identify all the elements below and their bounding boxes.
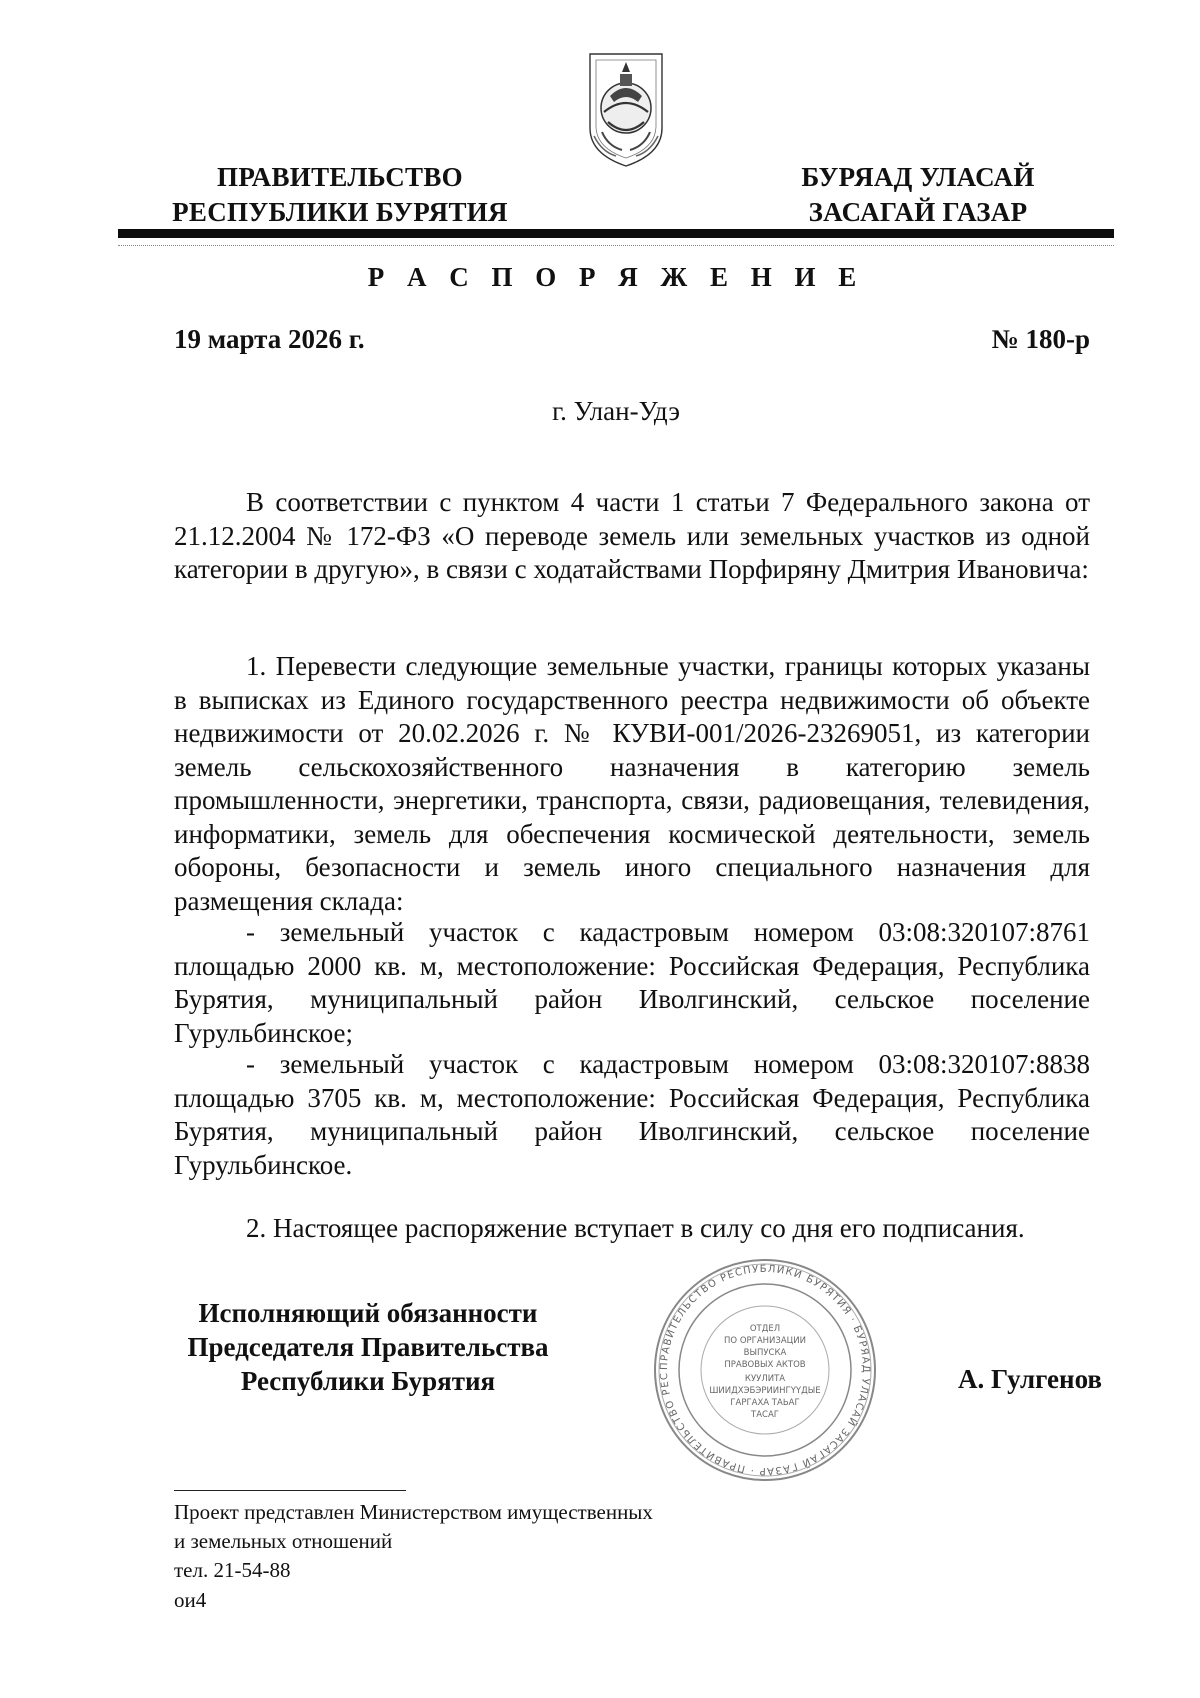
government-name-buryat — [768, 160, 1068, 230]
svg-text:ШИИДХЭБЭРИИНГҮҮДЫЕ: ШИИДХЭБЭРИИНГҮҮДЫЕ — [709, 1386, 821, 1396]
signatory-title-line2: Председателя Правительства — [187, 1332, 549, 1362]
svg-text:ОТДЕЛ: ОТДЕЛ — [749, 1324, 781, 1334]
signatory-title-line1: Исполняющий обязанности — [198, 1298, 538, 1328]
signatory-title-line3: Республики Бурятия — [240, 1366, 496, 1396]
official-stamp-seal — [650, 1255, 880, 1485]
land-plot-2-paragraph: - земельный участок с кадастровым номером 03:08:320107:8838 площадью 3705 кв. м, местоположение: Российская Федерация, Республика Бурятия, муниципальный район Иволгинский, сельское поселение Гурульбинское. — [174, 1049, 1090, 1180]
svg-text:ТАСАГ: ТАСАГ — [751, 1410, 779, 1420]
document-city: г. Улан-Удэ — [552, 396, 680, 426]
footer-divider — [174, 1490, 406, 1491]
svg-text:ВЫПУСКА: ВЫПУСКА — [743, 1348, 787, 1358]
document-type-title: Р А С П О Р Я Ж Е Н И Е — [367, 262, 865, 292]
svg-text:ГАРГАХА ТАЬАГ: ГАРГАХА ТАЬАГ — [730, 1398, 800, 1408]
svg-text:ПРАВОВЫХ АКТОВ: ПРАВОВЫХ АКТОВ — [724, 1360, 806, 1370]
land-plot-1-paragraph: - земельный участок с кадастровым номером 03:08:320107:8761 площадью 2000 кв. м, местоположение: Российская Федерация, Республика Бурятия, муниципальный район Иволгинский, сельское поселение Гурульбинское; — [174, 917, 1090, 1048]
footer-code: ои4 — [174, 1588, 207, 1612]
coat-of-arms-icon — [586, 50, 666, 170]
item-2-paragraph: 2. Настоящее распоряжение вступает в силу со дня его подписания. — [246, 1213, 1025, 1243]
footer-note — [174, 1498, 653, 1585]
document-number: № 180-р — [991, 324, 1090, 354]
svg-text:КУУЛИТА: КУУЛИТА — [744, 1374, 786, 1384]
item-1-paragraph: 1. Перевести следующие земельные участки, границы которых указаны в выписках из Единого государственного реестра недвижимости об объекте недвижимости от 20.02.2026 г. № КУВИ-001/2026-23269051, из категории земель сельскохозяйственного назначения в категорию земель промышленности, энергетики, транспорта, связи, радиовещания, телевидения, информатики, земель для обеспечения космической деятельности, земель обороны, безопасности и земель иного специального назначения для размещения склада: — [174, 651, 1090, 916]
header-divider-thick — [118, 229, 1114, 238]
government-name-russian — [150, 160, 530, 230]
government-name-buryat-line1: БУРЯАД УЛАСАЙ — [801, 162, 1035, 192]
header-divider-thin — [118, 245, 1114, 246]
svg-text:ПРАВИТЕЛЬСТВО РЕСПУБЛИКИ БУРЯТ: ПРАВИТЕЛЬСТВО РЕСПУБЛИКИ БУРЯТИЯ · БУРЯАД УЛАСАЙ ЗАСАГАЙ ГАЗАР · ПРАВИТЕЛЬСТВО РЕС — [658, 1263, 872, 1477]
footer-phone: тел. 21-54-88 — [174, 1558, 291, 1582]
government-name-line1: ПРАВИТЕЛЬСТВО — [217, 162, 463, 192]
footer-note-line1: Проект представлен Министерством имущественных — [174, 1500, 653, 1524]
signatory-name: А. Гулгенов — [958, 1364, 1102, 1394]
signatory-title — [168, 1296, 568, 1398]
preamble-paragraph: В соответствии с пунктом 4 части 1 статьи 7 Федерального закона от 21.12.2004 № 172-ФЗ «О переводе земель или земельных участков из одной категории в другую», в связи с ходатайствами Порфиряну Дмитрия Ивановича: — [174, 487, 1090, 584]
footer-note-line2: и земельных отношений — [174, 1529, 393, 1553]
svg-text:ПО ОРГАНИЗАЦИИ: ПО ОРГАНИЗАЦИИ — [724, 1336, 806, 1346]
government-name-line2: РЕСПУБЛИКИ БУРЯТИЯ — [172, 197, 508, 227]
government-name-buryat-line2: ЗАСАГАЙ ГАЗАР — [808, 197, 1028, 227]
document-date: 19 марта 2026 г. — [174, 324, 365, 354]
